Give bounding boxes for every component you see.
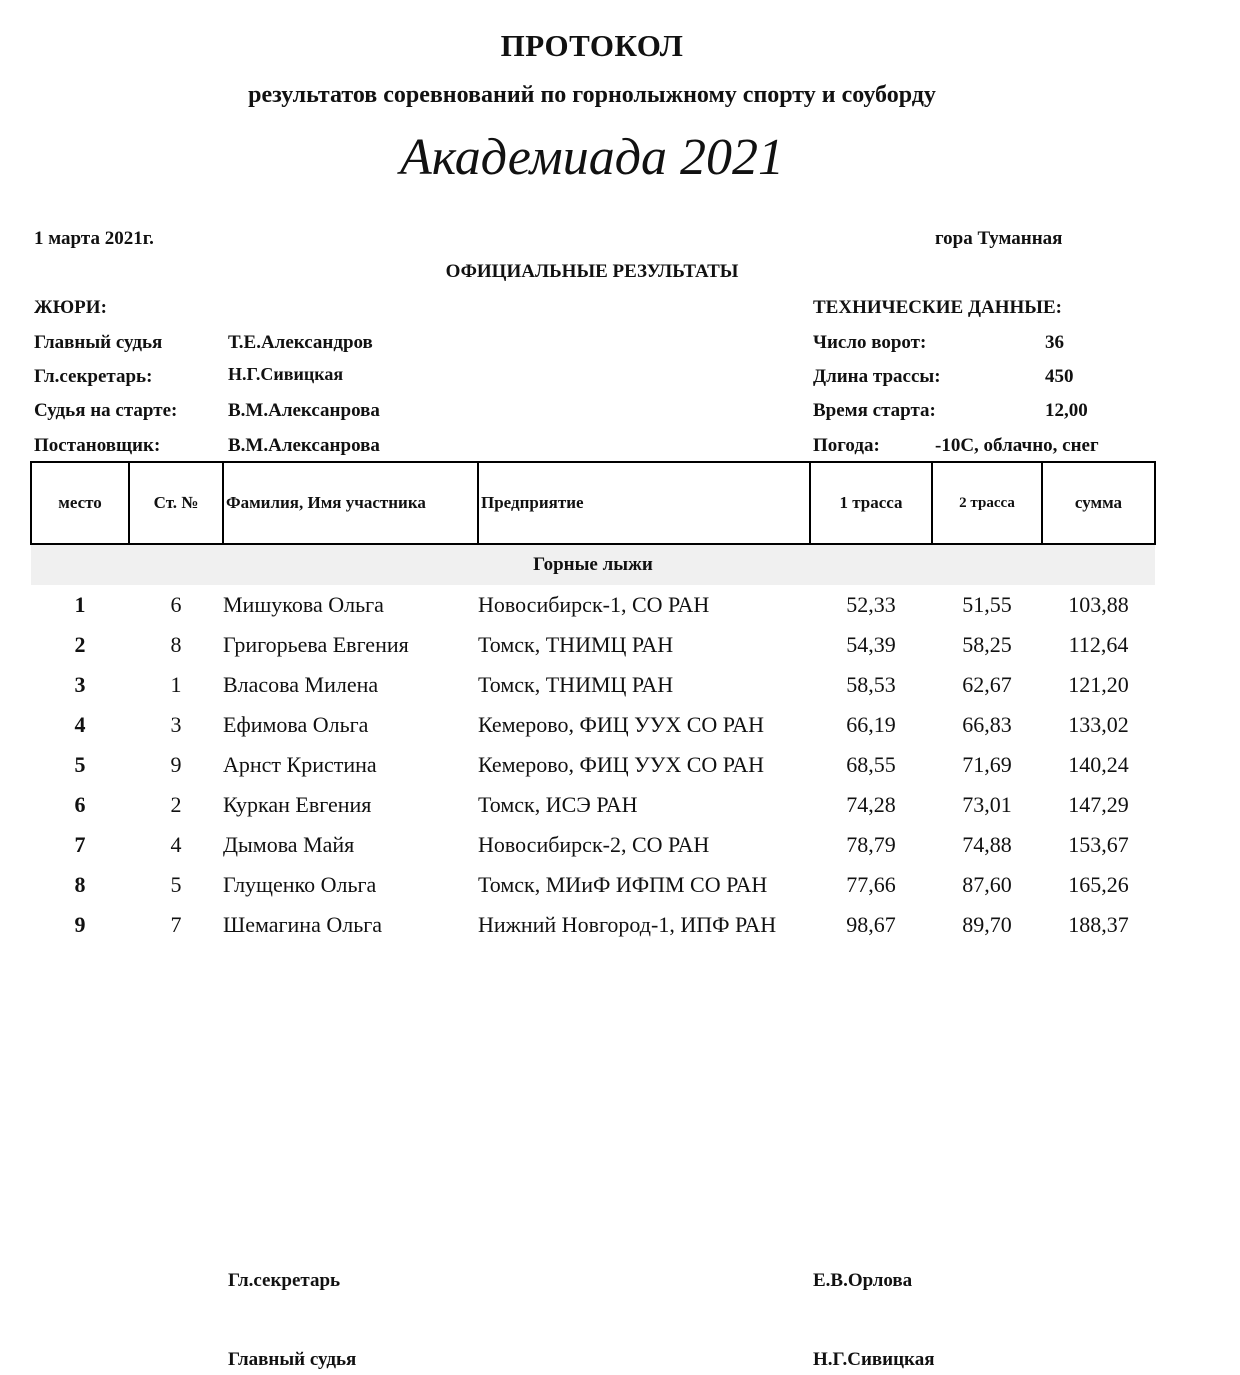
result-total: 121,20 [1068, 672, 1129, 697]
result-run2: 87,60 [962, 872, 1012, 897]
document-title: ПРОТОКОЛ [500, 28, 684, 63]
results-table [30, 461, 1156, 945]
table-row [31, 745, 1155, 785]
result-bib: 6 [170, 592, 182, 617]
results-type-heading: ОФИЦИАЛЬНЫЕ РЕЗУЛЬТАТЫ [445, 261, 739, 282]
result-total: 112,64 [1068, 632, 1129, 657]
section-title: Горные лыжи [31, 544, 1155, 585]
result-organization: Томск, ИСЭ РАН [478, 792, 638, 817]
weather-value: -10С, облачно, снег [935, 435, 1099, 456]
result-place: 3 [74, 672, 86, 697]
document-subtitle: результатов соревнований по горнолыжному спорту и соуборду [248, 82, 936, 108]
result-place: 8 [74, 872, 86, 897]
jury-role-course-setter: Постановщик: [34, 435, 161, 456]
gates-value: 36 [1045, 332, 1064, 353]
jury-role-chief-judge: Главный судья [34, 332, 163, 353]
result-bib: 5 [170, 872, 182, 897]
result-run2: 62,67 [962, 672, 1012, 697]
result-run1: 54,39 [846, 632, 896, 657]
result-name: Куркан Евгения [223, 792, 372, 817]
jury-role-start-judge: Судья на старте: [34, 400, 178, 421]
table-row [31, 625, 1155, 665]
result-place: 6 [74, 792, 86, 817]
result-place: 5 [74, 752, 86, 777]
jury-name-start-judge: В.М.Алексанрова [228, 400, 380, 421]
col-header-organization: Предприятие [478, 462, 810, 544]
result-place: 2 [74, 632, 86, 657]
result-bib: 9 [170, 752, 182, 777]
event-location: гора Туманная [935, 228, 1063, 249]
event-name: Академиада 2021 [399, 129, 784, 186]
result-organization: Кемерово, ФИЦ УУХ СО РАН [478, 712, 764, 737]
col-header-run2: 2 трасса [932, 462, 1042, 544]
table-row [31, 905, 1155, 945]
result-place: 9 [74, 912, 86, 937]
result-run1: 58,53 [846, 672, 896, 697]
col-header-bib: Ст. № [129, 462, 223, 544]
result-bib: 2 [170, 792, 182, 817]
table-row [31, 865, 1155, 905]
result-run1: 52,33 [846, 592, 896, 617]
table-row [31, 785, 1155, 825]
result-run2: 66,83 [962, 712, 1012, 737]
result-run1: 98,67 [846, 912, 896, 937]
result-run2: 74,88 [962, 832, 1012, 857]
result-run1: 68,55 [846, 752, 896, 777]
start-time-value: 12,00 [1045, 400, 1088, 421]
result-total: 147,29 [1068, 792, 1129, 817]
result-name: Арнст Кристина [223, 752, 377, 777]
result-bib: 8 [170, 632, 182, 657]
course-length-label: Длина трассы: [813, 366, 941, 387]
jury-role-secretary: Гл.секретарь: [34, 366, 153, 387]
result-total: 153,67 [1068, 832, 1129, 857]
col-header-place: место [31, 462, 129, 544]
result-name: Мишукова Ольга [223, 592, 384, 617]
result-run2: 89,70 [962, 912, 1012, 937]
result-total: 165,26 [1068, 872, 1129, 897]
result-organization: Кемерово, ФИЦ УУХ СО РАН [478, 752, 764, 777]
jury-name-course-setter: В.М.Алексанрова [228, 435, 380, 456]
result-bib: 1 [170, 672, 182, 697]
jury-name-secretary: Н.Г.Сивицкая [228, 364, 344, 384]
result-name: Дымова Майя [223, 832, 355, 857]
signature-role-secretary: Гл.секретарь [228, 1270, 341, 1291]
result-name: Глущенко Ольга [223, 872, 377, 897]
result-total: 133,02 [1068, 712, 1129, 737]
signature-name-chief-judge: Н.Г.Сивицкая [813, 1349, 935, 1370]
result-name: Шемагина Ольга [223, 912, 383, 937]
result-run1: 78,79 [846, 832, 896, 857]
result-organization: Нижний Новгород-1, ИПФ РАН [478, 912, 777, 937]
result-name: Григорьева Евгения [223, 632, 409, 657]
result-place: 7 [74, 832, 86, 857]
course-length-value: 450 [1045, 366, 1074, 387]
result-run2: 58,25 [962, 632, 1012, 657]
start-time-label: Время старта: [813, 400, 936, 421]
result-name: Власова Милена [223, 672, 379, 697]
result-organization: Новосибирск-2, СО РАН [478, 832, 710, 857]
result-run1: 66,19 [846, 712, 896, 737]
technical-heading: ТЕХНИЧЕСКИЕ ДАННЫЕ: [813, 297, 1062, 318]
result-run2: 73,01 [962, 792, 1012, 817]
result-organization: Томск, ТНИМЦ РАН [478, 632, 674, 657]
table-row [31, 585, 1155, 625]
table-header-row [31, 462, 1155, 544]
result-bib: 4 [170, 832, 182, 857]
section-row [31, 544, 1155, 585]
result-run1: 77,66 [846, 872, 896, 897]
col-header-run1: 1 трасса [810, 462, 932, 544]
result-organization: Новосибирск-1, СО РАН [478, 592, 710, 617]
result-place: 1 [74, 592, 86, 617]
table-row [31, 665, 1155, 705]
signature-name-secretary: Е.В.Орлова [813, 1270, 913, 1291]
result-organization: Томск, МИиФ ИФПМ СО РАН [478, 872, 768, 897]
result-place: 4 [74, 712, 86, 737]
result-organization: Томск, ТНИМЦ РАН [478, 672, 674, 697]
table-row [31, 705, 1155, 745]
col-header-name: Фамилия, Имя участника [223, 462, 478, 544]
result-bib: 7 [170, 912, 182, 937]
jury-name-chief-judge: Т.Е.Александров [228, 332, 373, 353]
result-run1: 74,28 [846, 792, 896, 817]
col-header-total: сумма [1042, 462, 1155, 544]
gates-label: Число ворот: [813, 332, 927, 353]
signature-role-chief-judge: Главный судья [228, 1349, 357, 1370]
result-total: 140,24 [1068, 752, 1129, 777]
result-total: 103,88 [1068, 592, 1129, 617]
result-total: 188,37 [1068, 912, 1129, 937]
jury-heading: ЖЮРИ: [34, 297, 107, 318]
event-date: 1 марта 2021г. [34, 228, 154, 249]
table-row [31, 825, 1155, 865]
result-run2: 51,55 [962, 592, 1012, 617]
result-name: Ефимова Ольга [223, 712, 369, 737]
result-bib: 3 [170, 712, 182, 737]
weather-label: Погода: [813, 435, 880, 456]
result-run2: 71,69 [962, 752, 1012, 777]
